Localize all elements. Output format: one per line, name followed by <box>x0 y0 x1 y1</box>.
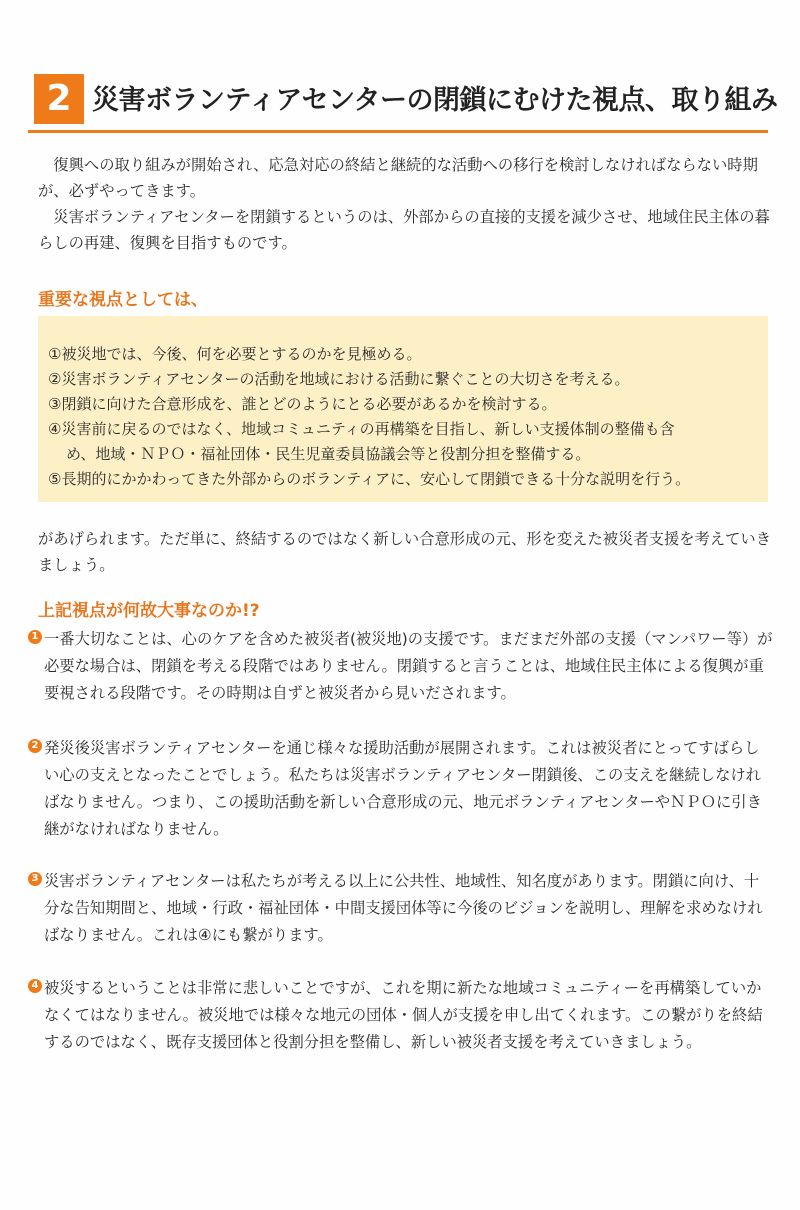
viewpoints-conclusion: があげられます。ただ単に、終結するのではなく新しい合意形成の元、形を変えた被災者支援を考えていきましょう。 <box>38 530 772 574</box>
reason-item <box>28 735 773 843</box>
section-number-badge: 2 <box>34 74 84 124</box>
viewpoint-item: ⑤長期的にかかわってきた外部からのボランティアに、安心して閉鎖できる十分な説明を行う。 <box>48 470 691 488</box>
viewpoint-item: ②災害ボランティアセンターの活動を地域における活動に繋ぐことの大切さを考える。 <box>48 370 630 388</box>
number-bullet-icon: 2 <box>28 739 42 753</box>
number-bullet-icon: 1 <box>28 630 42 644</box>
intro-paragraph-1: 復興への取り組みが開始され、応急対応の終結と継続的な活動への移行を検討しなければならない時期が、必ずやってきます。 <box>38 156 758 200</box>
section-title: 災害ボランティアセンターの閉鎖にむけた視点、取り組み <box>92 85 778 116</box>
reasons-heading: 上記視点が何故大事なのか!? <box>38 601 260 621</box>
reason-text: 災害ボランティアセンターは私たちが考える以上に公共性、地域性、知名度があります。閉鎖に向け、十分な告知期間と、地域・行政・福祉団体・中間支援団体等に今後のビジョンを説明し、理解を求めなければなりません。これは④にも繋がります。 <box>44 872 763 944</box>
reason-item <box>28 868 773 949</box>
number-bullet-icon: 3 <box>28 872 42 886</box>
reason-item <box>28 626 773 707</box>
reason-text: 被災するということは非常に悲しいことですが、これを期に新たな地域コミュニティーを再構築していかなくてはなりません。被災地では様々な地元の団体・個人が支援を申し出てくれます。この繋がりを終結するのではなく、既存支援団体と役割分担を整備し、新しい被災者支援を考えていきましょう。 <box>44 979 763 1051</box>
reason-text: 発災後災害ボランティアセンターを通じ様々な援助活動が展開されます。これは被災者にとってすばらしい心の支えとなったことでしょう。私たちは災害ボランティアセンター閉鎖後、この支えを継続しなければなりません。つまり、この援助活動を新しい合意形成の元、地元ボランティアセンターやＮＰＯに引き継がなければなりません。 <box>44 739 762 838</box>
number-bullet-icon: 4 <box>28 979 42 993</box>
viewpoint-item-continuation: め、地域・ＮＰＯ・福祉団体・民生児童委員協議会等と役割分担を整備する。 <box>66 445 591 463</box>
intro-paragraph-2: 災害ボランティアセンターを閉鎖するというのは、外部からの直接的支援を減少させ、地域住民主体の暮らしの再建、復興を目指すものです。 <box>38 208 770 252</box>
viewpoints-heading: 重要な視点としては、 <box>38 290 208 310</box>
viewpoint-item: ①被災地では、今後、何を必要とするのかを見極める。 <box>48 345 422 363</box>
section-header <box>28 68 778 130</box>
viewpoint-item: ④災害前に戻るのではなく、地域コミュニティの再構築を目指し、新しい支援体制の整備も含 <box>48 420 675 438</box>
reason-text: 一番大切なことは、心のケアを含めた被災者(被災地)の支援です。まだまだ外部の支援（マンパワー等）が必要な場合は、閉鎖を考える段階ではありません。閉鎖すると言うことは、地域住民主体による復興が重要視される段階です。その時期は自ずと被災者から見いだされます。 <box>44 630 773 702</box>
header-divider <box>28 130 768 133</box>
viewpoint-item: ③閉鎖に向けた合意形成を、誰とどのようにとる必要があるかを検討する。 <box>48 395 557 413</box>
reason-item <box>28 975 773 1056</box>
